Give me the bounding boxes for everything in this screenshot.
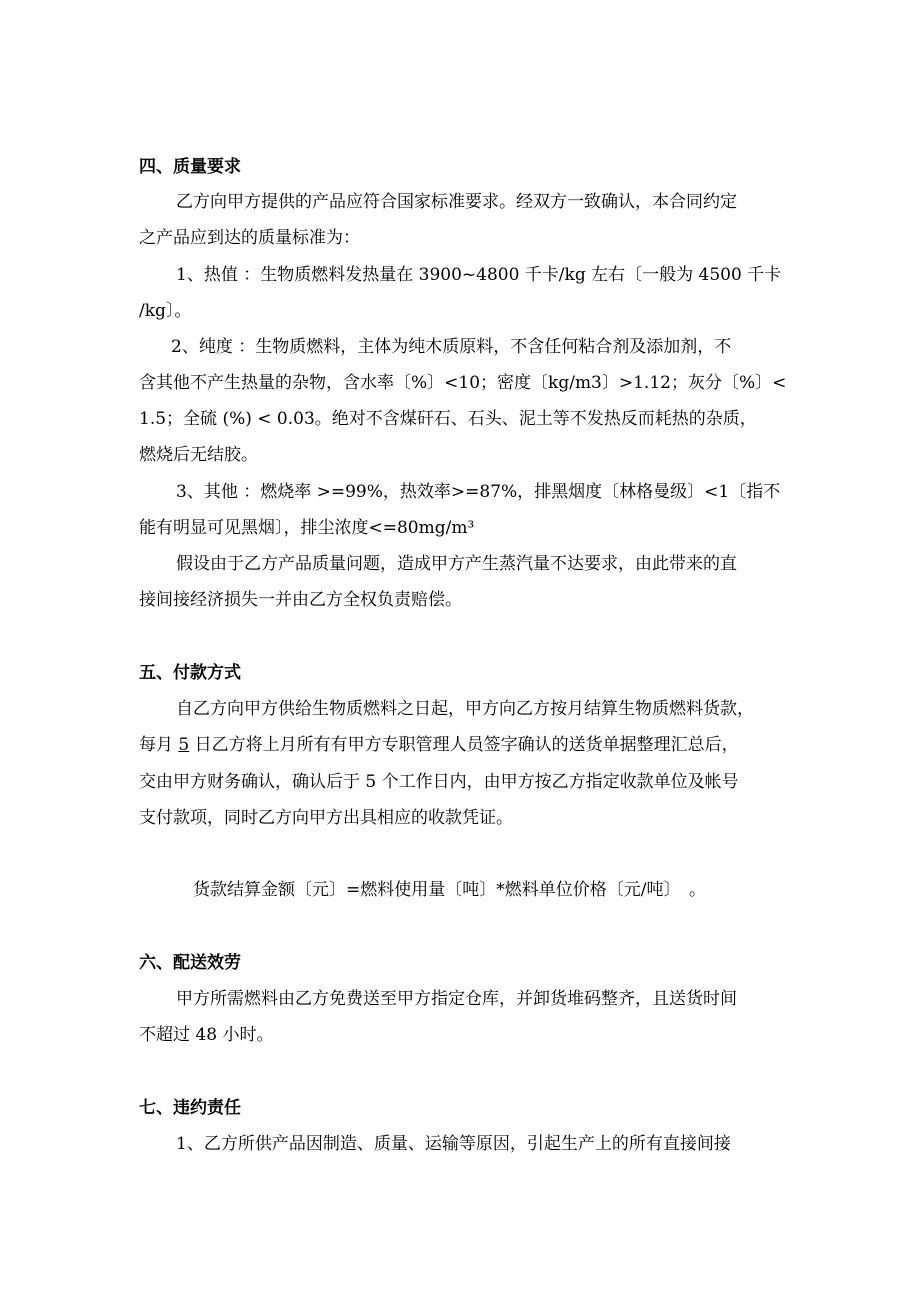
section-5-line-2-suffix: 日乙方将上月所有有甲方专职管理人员签字确认的送货单据整理汇总后，	[189, 735, 739, 755]
section-4-para-3-line-4: 燃烧后无结胶。	[139, 445, 258, 465]
section-4-heading: 四、质量要求	[139, 157, 241, 177]
section-6-para-1-line-2: 不超过 48 小时。	[139, 1025, 274, 1045]
section-5-para-1-line-4: 支付款项，同时乙方向甲方出具相应的收款凭证。	[139, 808, 513, 828]
section-4-para-3-line-1: 2、纯度 ：生物质燃料，主体为纯木质原料，不含任何粘合剂及添加剂，不	[171, 337, 732, 357]
section-4-para-1-line-1: 乙方向甲方提供的产品应符合国家标准要求。经双方一致确认，本合同约定	[176, 192, 737, 212]
section-6-heading: 六、配送效劳	[139, 953, 241, 973]
section-7-heading: 七、违约责任	[139, 1098, 241, 1118]
section-5-para-1-line-3: 交由甲方财务确认，确认后于 5 个工作日内，由甲方按乙方指定收款单位及帐号	[139, 772, 739, 792]
section-5-para-1-line-2	[139, 733, 739, 757]
section-4-para-3-line-2: 含其他不产生热量的杂物，含水率〔%〕<10；密度〔kg/m3〕>1.12；灰分〔%〕<	[139, 373, 787, 393]
section-5-para-1-line-1: 自乙方向甲方供给生物质燃料之日起，甲方向乙方按月结算生物质燃料货款，	[176, 699, 754, 719]
section-4-para-5-line-2: 接间接经济损失一并由乙方全权负责赔偿。	[139, 590, 462, 610]
section-6-para-1-line-1: 甲方所需燃料由乙方免费送至甲方指定仓库，并卸货堆码整齐，且送货时间	[176, 989, 737, 1009]
section-4-para-3-line-3: 1.5；全硫 (%) < 0.03。绝对不含煤矸石、石头、泥土等不发热反而耗热的杂质，	[139, 409, 757, 429]
section-5-line-2-prefix: 每月	[139, 735, 179, 755]
section-4-para-2-line-2: /kg〕。	[139, 301, 192, 321]
section-5-heading: 五、付款方式	[139, 663, 241, 683]
section-4-para-1-line-2: 之产品应到达的质量标准为：	[139, 228, 360, 248]
section-4-para-2-line-1: 1、热值 ：生物质燃料发热量在 3900~4800 千卡/kg 左右〔一般为 4500 千卡	[176, 265, 782, 285]
payment-formula: 货款结算金额〔元〕=燃料使用量〔吨〕*燃料单位价格〔元/吨〕 。	[193, 880, 706, 900]
section-4-para-4-line-2: 能有明显可见黑烟〕，排尘浓度<=80mg/m³	[139, 518, 475, 538]
section-4-para-5-line-1: 假设由于乙方产品质量问题，造成甲方产生蒸汽量不达要求，由此带来的直	[176, 554, 737, 574]
payment-day-value: 5	[178, 735, 190, 755]
section-4-para-4-line-1: 3、其他 ：燃烧率 >=99%，热效率>=87%，排黑烟度〔林格曼级〕<1〔指不	[176, 482, 781, 502]
section-7-para-1-line-1: 1、乙方所供产品因制造、质量、运输等原因，引起生产上的所有直接间接	[176, 1134, 731, 1154]
